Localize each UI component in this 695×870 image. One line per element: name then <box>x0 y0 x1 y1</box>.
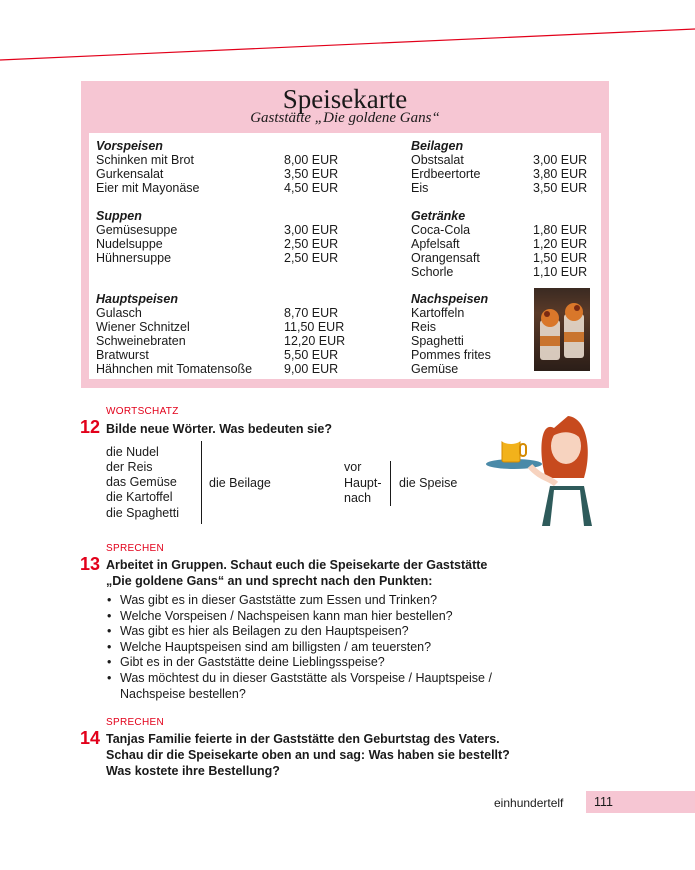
menu-item-name: Schweinebraten <box>96 334 186 348</box>
word-beilage: die Beilage <box>209 476 271 490</box>
section-label-wortschatz: WORTSCHATZ <box>106 406 179 417</box>
exercise-number: 13 <box>80 554 101 574</box>
word-item: die Spaghetti <box>106 506 179 520</box>
menu-item-name: Pommes frites <box>411 348 491 362</box>
menu-item-price: 12,20 EUR <box>284 334 346 348</box>
dessert-glasses-icon <box>534 288 590 371</box>
menu-item-name: Schorle <box>411 265 454 279</box>
exercise-instruction-line: Tanjas Familie feierte in der Gaststätte den Geburtstag des Vaters. <box>106 732 500 746</box>
menu-item-name: Reis <box>411 320 437 334</box>
word-item: der Reis <box>106 460 153 474</box>
menu-item-price: 8,70 EUR <box>284 306 339 320</box>
dessert-image <box>534 288 590 371</box>
menu-heading-getraenke: Getränke <box>411 209 466 223</box>
menu-item-name: Orangensaft <box>411 251 480 265</box>
menu-item-price: 1,10 EUR <box>533 265 588 279</box>
menu-item-price: 2,50 EUR <box>284 237 339 251</box>
exercise-number: 12 <box>80 417 101 437</box>
menu-item-name: Bratwurst <box>96 348 149 362</box>
question-item: • Gibt es in der Gaststätte deine Lieblingsspeise? <box>106 655 520 671</box>
menu-item-name: Spaghetti <box>411 334 464 348</box>
prefix-item: nach <box>344 491 372 505</box>
section-label-sprechen: SPRECHEN <box>106 717 164 728</box>
menu-item-price: 11,50 EUR <box>284 320 345 334</box>
menu-heading-hauptspeisen: Hauptspeisen <box>96 292 178 306</box>
word-item: das Gemüse <box>106 475 177 489</box>
section-label-sprechen: SPRECHEN <box>106 543 164 554</box>
divider <box>390 461 391 506</box>
menu-item-price: 8,00 EUR <box>284 153 339 167</box>
menu-heading-vorspeisen: Vorspeisen <box>96 139 163 153</box>
menu-item-price: 3,00 EUR <box>533 153 588 167</box>
menu-heading-suppen: Suppen <box>96 209 142 223</box>
menu-item-name: Gulasch <box>96 306 142 320</box>
menu-item-name: Kartoffeln <box>411 306 465 320</box>
question-item: • Was gibt es hier als Beilagen zu den Hauptspeisen? <box>106 624 520 640</box>
divider <box>201 441 202 524</box>
waitress-illustration <box>484 408 606 526</box>
menu-item-name: Eis <box>411 181 429 195</box>
menu-item-name: Hähnchen mit Tomatensoße <box>96 362 253 376</box>
menu-item-price: 2,50 EUR <box>284 251 339 265</box>
question-item: • Welche Vorspeisen / Nachspeisen kann man hier bestellen? <box>106 609 520 625</box>
prefix-item: vor <box>344 460 362 474</box>
exercise-number: 14 <box>80 728 101 748</box>
word-item: die Nudel <box>106 445 159 459</box>
menu-item-name: Gemüse <box>411 362 459 376</box>
menu-item-price: 4,50 EUR <box>284 181 339 195</box>
menu-item-name: Wiener Schnitzel <box>96 320 190 334</box>
menu-heading-nachspeisen: Nachspeisen <box>411 292 489 306</box>
menu-item-name: Erdbeertorte <box>411 167 481 181</box>
menu-item-price: 3,50 EUR <box>533 181 588 195</box>
question-list <box>106 593 520 702</box>
menu-item-price: 5,50 EUR <box>284 348 339 362</box>
menu-item-name: Gemüsesuppe <box>96 223 178 237</box>
menu-item-price: 1,20 EUR <box>533 237 588 251</box>
page-number: 111 <box>594 795 614 809</box>
menu-item-price: 3,50 EUR <box>284 167 339 181</box>
menu-subtitle: Gaststätte „Die goldene Gans“ <box>250 110 440 126</box>
menu-item-name: Coca-Cola <box>411 223 471 237</box>
prefix-item: Haupt- <box>344 476 382 490</box>
menu-item-name: Hühnersuppe <box>96 251 172 265</box>
question-item: • Was möchtest du in dieser Gaststätte als Vorspeise / Hauptspeise / Nachspeise bestellen? <box>106 671 520 702</box>
word-speise: die Speise <box>399 476 458 490</box>
exercise-instruction-line: „Die goldene Gans“ an und sprecht nach den Punkten: <box>106 574 433 588</box>
menu-item-name: Obstsalat <box>411 153 464 167</box>
menu-heading-beilagen: Beilagen <box>411 139 464 153</box>
menu-title: Speisekarte <box>282 84 408 114</box>
menu-item-name: Nudelsuppe <box>96 237 163 251</box>
question-item: • Was gibt es in dieser Gaststätte zum Essen und Trinken? <box>106 593 520 609</box>
page-number-word: einhundertelf <box>494 796 564 810</box>
exercise-instruction-line: Was kostete ihre Bestellung? <box>106 764 280 778</box>
menu-item-price: 3,00 EUR <box>284 223 339 237</box>
question-item: • Welche Hauptspeisen sind am billigsten / am teuersten? <box>106 640 520 656</box>
exercise-instruction: Bilde neue Wörter. Was bedeuten sie? <box>106 422 332 436</box>
menu-item-price: 1,50 EUR <box>533 251 588 265</box>
exercise-instruction-line: Schau dir die Speisekarte oben an und sag: Was haben sie bestellt? <box>106 748 510 762</box>
menu-item-name: Gurkensalat <box>96 167 164 181</box>
menu-item-name: Apfelsaft <box>411 237 460 251</box>
header-line <box>0 0 695 70</box>
menu-item-name: Schinken mit Brot <box>96 153 194 167</box>
word-item: die Kartoffel <box>106 490 173 504</box>
menu-item-price: 3,80 EUR <box>533 167 588 181</box>
exercise-instruction-line: Arbeitet in Gruppen. Schaut euch die Speisekarte der Gaststätte <box>106 558 488 572</box>
menu-item-name: Eier mit Mayonäse <box>96 181 200 195</box>
menu-item-price: 9,00 EUR <box>284 362 339 376</box>
menu-item-price: 1,80 EUR <box>533 223 588 237</box>
